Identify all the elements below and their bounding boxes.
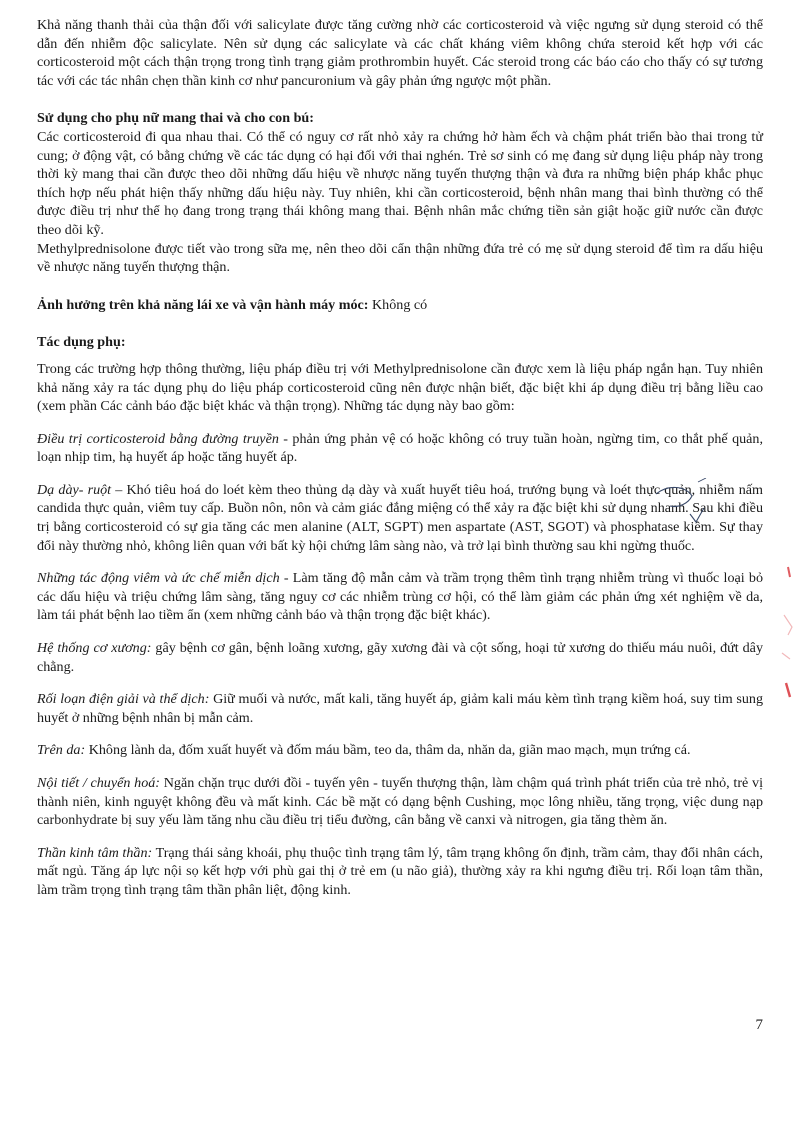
side-effect-text: Không lành da, đốm xuất huyết và đốm máu bầm, teo da, thâm da, nhăn da, giãn mao mạch, mụn trứng cá. <box>85 742 691 759</box>
side-effect-term: Hệ thống cơ xương: <box>37 640 152 657</box>
side-effect-text: gây bệnh cơ gân, bệnh loãng xương, gãy xương đài và cột sống, hoại tử xương do thiếu máu nuôi, đứt dây chằng. <box>37 640 763 675</box>
side-effect-term: Trên da: <box>37 742 86 759</box>
pregnancy-heading: Sử dụng cho phụ nữ mang thai và cho con bú: <box>37 110 314 127</box>
pen-annotation-mark <box>648 478 708 528</box>
document-body <box>37 16 763 900</box>
driving-value: Không có <box>368 296 428 313</box>
driving-section <box>37 296 763 315</box>
side-effect-text: Giữ muối và nước, mất kali, tăng huyết áp, giảm kali máu kèm tình trạng kiềm hoá, suy tim sung huyết ở những bệnh nhân bị mẫn cảm. <box>37 691 763 726</box>
side-effect-text: Trạng thái sảng khoái, phụ thuộc tình trạng tâm lý, tâm trạng không ổn định, trầm cảm, thay đổi nhân cách, mất ngủ. Tăng áp lực nội sọ kết hợp với phù gai thị ở trẻ em (u não giả), thường xảy ra khi ngưng điều trị. Rối loạn tâm thần, làm trầm trọng tình trạng tâm thần phân liệt, động kinh. <box>37 844 763 898</box>
side-effect-term: Nội tiết / chuyển hoá: <box>37 775 160 791</box>
pregnancy-paragraph-2: Methylprednisolone được tiết vào trong sữa mẹ, nên theo dõi cẩn thận những đứa trẻ có mẹ sử dụng steroid để tìm ra dấu hiệu về nhược năng tuyến thượng thận. <box>37 240 763 276</box>
side-effect-term: Rối loạn điện giải và thể dịch: <box>37 691 210 708</box>
side-effects-intro: Trong các trường hợp thông thường, liệu pháp điều trị với Methylprednisolone cần được xem là liệu pháp ngắn hạn. Tuy nhiên khả năng xảy ra tác dụng phụ do liệu pháp corticosteroid cũng nên được nhận biết, đặc biệt khi áp dụng điều trị bằng liều cao (xem phần Các cảnh báo đặc biệt khác và thận trọng). Những tác dụng này bao gồm: <box>37 360 763 415</box>
side-effect-term: Những tác động viêm và ức chế miễn dịch <box>37 570 280 587</box>
side-effect-text: - phản ứng phản vệ có hoặc không có truy tuần hoàn, ngừng tim, co thắt phế quản, loạn nhịp tim, hạ huyết áp hoặc tăng huyết áp. <box>37 430 764 466</box>
side-effect-text: - Làm tăng độ mẫn cảm và trầm trọng thêm tình trạng nhiễm trùng vì thuốc loại bỏ các dấu hiệu và triệu chứng lâm sàng, tăng nguy cơ các nhiễm trùng cơ hội, có thể làm giảm các phản ứng xét nghiệm về da, làm tái phát bệnh lao tiềm ẩn (xem những cảnh báo và thận trọng đặc biệt khác). <box>37 570 763 624</box>
margin-red-marks <box>770 555 798 705</box>
side-effect-item <box>37 569 763 625</box>
driving-heading: Ảnh hưởng trên khả năng lái xe và vận hành máy móc: <box>37 296 369 313</box>
side-effect-item <box>37 690 763 727</box>
side-effect-text: Ngăn chặn trục dưới đồi - tuyến yên - tuyến thượng thận, làm chậm quá trình phát triển của trẻ nhỏ, trẻ vị thành niên, kinh nguyệt không đều và mất kinh. Các bề mặt có dạng bệnh Cushing, mọc lông nhiều, tăng trọng, việc dung nạp carbonhydrate bị suy yếu làm tăng nhu cầu điều trị tiểu đường, cân bằng về canxi và nitrogen, gia tăng thèm ăn. <box>37 775 763 829</box>
side-effect-item <box>37 844 763 900</box>
side-effect-term: Thần kinh tâm thần: <box>37 844 153 861</box>
side-effect-term: Điều trị corticosteroid bằng đường truyền <box>37 430 279 447</box>
side-effect-text: – Khó tiêu hoá do loét kèm theo thủng dạ dày và xuất huyết tiêu hoá, trướng bụng và loét thực quản, nhiễm nấm candida thực quản, viêm tuy cấp. Buồn nôn, nôn và cảm giác đắng miệng có thể xảy ra đặc biệt khi sử dụng nhanh. Sau khi điều trị bằng corticosteroid có sự gia tăng các men alanine (ALT, SGPT) men aspartate (AST, SGOT) và phosphatase kiềm. Sự thay đổi này thường nhỏ, không liên quan với bất kỳ hội chứng lâm sàng nào, và trở lại bình thường sau khi ngừng thuốc. <box>37 481 764 554</box>
side-effect-item <box>37 430 763 467</box>
intro-paragraph: Khả năng thanh thải của thận đối với salicylate được tăng cường nhờ các corticosteroid và việc ngưng sử dụng steroid có thể dẫn đến nhiễm độc salicylate. Nên sử dụng các salicylate và các chất kháng viêm không chứa steroid kết hợp với các corticosteroid một cách thận trọng trong tình trạng giảm prothrombin huyết. Các steroid trong các báo cáo cho thấy có sự tương tác với các tác nhân chẹn thần kinh cơ như pancuronium và gây phản ứng ngược một phần. <box>37 17 763 89</box>
page-number: 7 <box>755 1017 763 1033</box>
side-effects-heading: Tác dụng phụ: <box>37 334 126 351</box>
side-effect-item <box>37 741 763 760</box>
side-effect-item <box>37 774 763 830</box>
side-effect-item <box>37 639 763 676</box>
side-effect-term: Dạ dày- ruột <box>37 481 112 498</box>
pregnancy-paragraph-1: Các corticosteroid đi qua nhau thai. Có thể có nguy cơ rất nhỏ xảy ra chứng hở hàm ếch và chậm phát triển bào thai trong tử cung; ở động vật, có bằng chứng về các tác dụng có hại đối với thai nghén. Trẻ sơ sinh có mẹ đang sử dụng liệu pháp này trong thời kỳ mang thai cần được theo dõi những dấu hiệu về nhược năng tuyến thượng thận và đưa ra những biện pháp khắc phục thích hợp nếu phát hiện thấy những dấu hiệu này. Tuy nhiên, khi cần corticosteroid, bệnh nhân mang thai bình thường có thể được điều trị như thể họ đang trong trạng thái không mang thai. Bệnh nhân mắc chứng tiền sản giật hoặc giữ nước cần được theo dõi kỹ. <box>37 128 763 238</box>
